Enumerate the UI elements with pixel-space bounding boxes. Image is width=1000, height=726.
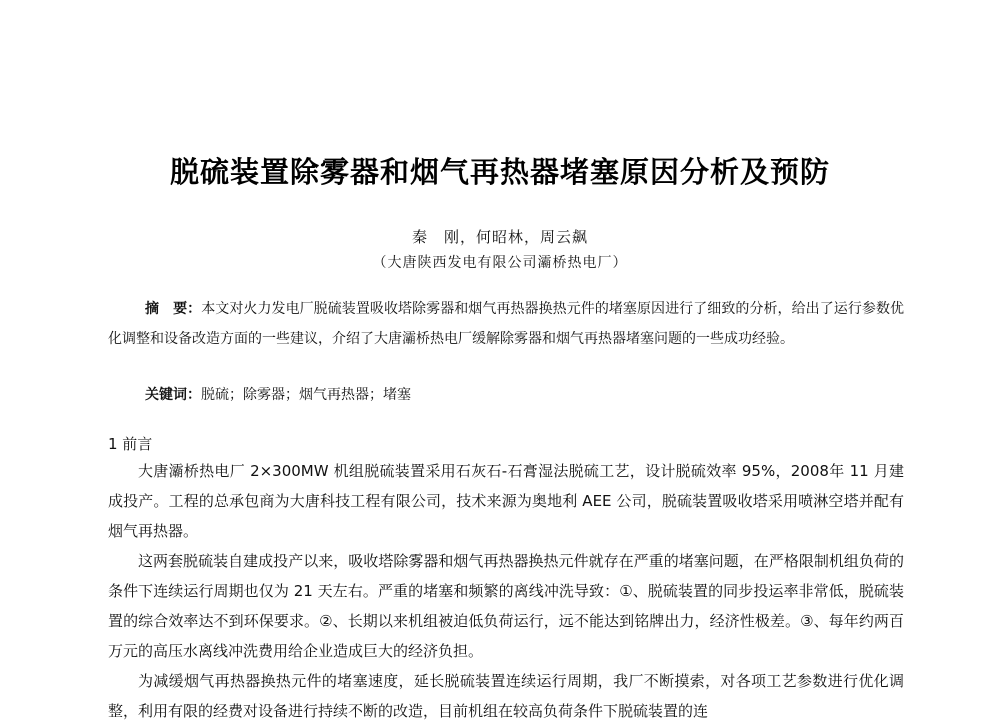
paper-title: 脱硫装置除雾器和烟气再热器堵塞原因分析及预防 xyxy=(169,155,830,189)
keywords xyxy=(145,382,905,408)
abstract-text: 本文对火力发电厂脱硫装置吸收塔除雾器和烟气再热器换热元件的堵塞原因进行了细致的分析，给出了运行参数优化调整和设备改造方面的一些建议，介绍了大唐灞桥热电厂缓解除雾器和烟气再热器堵塞问题的一些成功经验。 xyxy=(108,301,905,347)
author-affiliation: （大唐陕西发电有限公司灞桥热电厂） xyxy=(372,255,628,271)
abstract xyxy=(108,294,904,354)
author-list: 秦 刚，何昭林，周云飙 xyxy=(411,228,588,246)
section-heading: 1 前言 xyxy=(108,435,153,453)
abstract-label: 摘 要： xyxy=(145,301,202,317)
section-body xyxy=(108,456,904,726)
keywords-label: 关键词： xyxy=(145,387,201,403)
keywords-text: 脱硫；除雾器；烟气再热器；堵塞 xyxy=(201,387,411,403)
body-paragraph: 这两套脱硫装自建成投产以来，吸收塔除雾器和烟气再热器换热元件就存在严重的堵塞问题，在严格限制机组负荷的条件下连续运行周期也仅为 21 天左右。严重的堵塞和频繁的离线冲洗导致：①、脱硫装置的同步投运率非常低，脱硫装置的综合效率达不到环保要求。②、长期以来机组被迫低负荷运行，远不能达到铭牌出力，经济性极差。③、每年约两百万元的高压水离线冲洗费用给企业造成巨大的经济负担。 xyxy=(108,552,904,660)
body-paragraph: 大唐灞桥热电厂 2×300MW 机组脱硫装置采用石灰石-石膏湿法脱硫工艺，设计脱硫效率 95%，2008年 11 月建成投产。工程的总承包商为大唐科技工程有限公司，技术来源为奥地利 AEE 公司，脱硫装置吸收塔采用喷淋空塔并配有烟气再热器。 xyxy=(108,462,904,540)
body-paragraph: 为减缓烟气再热器换热元件的堵塞速度，延长脱硫装置连续运行周期，我厂不断摸索，对各项工艺参数进行优化调整，利用有限的经费对设备进行持续不断的改造，目前机组在较高负荷条件下脱硫装置的连 xyxy=(108,672,904,720)
